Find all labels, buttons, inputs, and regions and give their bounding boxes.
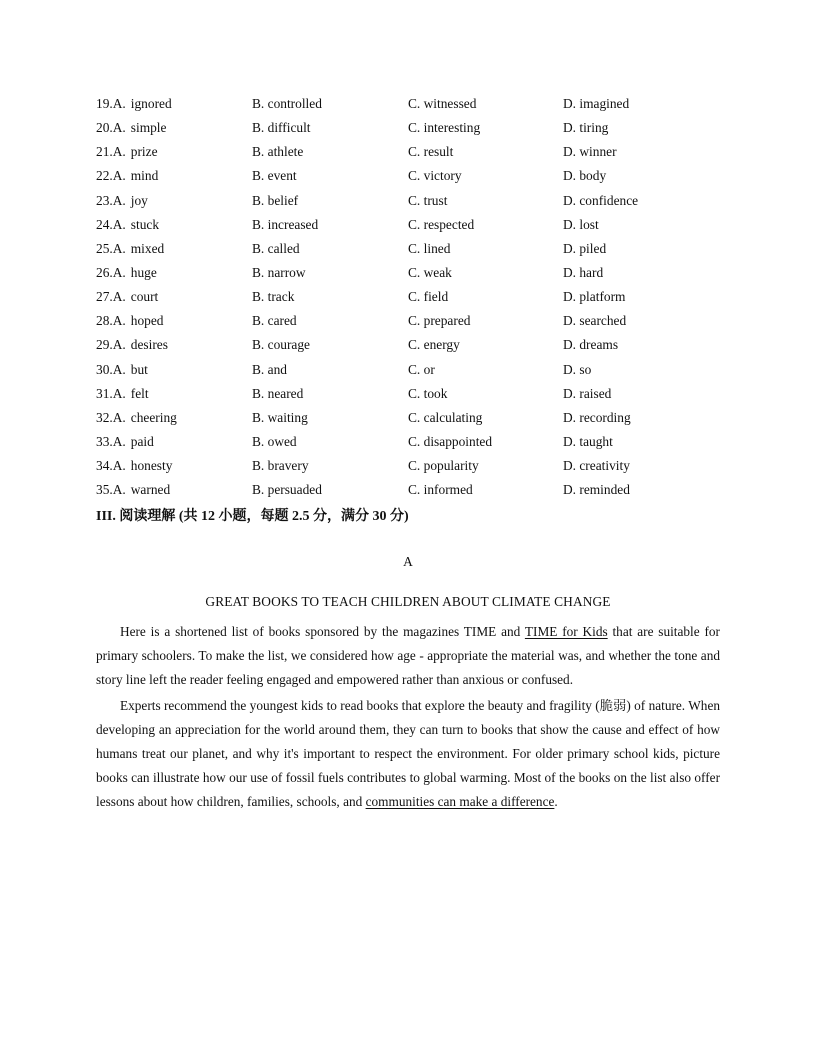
option-a bbox=[96, 384, 149, 404]
option-a-text: felt bbox=[130, 385, 149, 401]
underlined-phrase-time-for-kids: TIME for Kids bbox=[524, 624, 608, 639]
question-row bbox=[96, 311, 736, 335]
option-c: C. prepared bbox=[408, 313, 471, 329]
option-b: B. cared bbox=[252, 313, 297, 329]
option-a-text: warned bbox=[130, 482, 171, 498]
option-a-text: simple bbox=[130, 120, 167, 136]
option-c: C. respected bbox=[408, 216, 475, 232]
question-number: 20.A. bbox=[96, 120, 126, 136]
option-b: B. controlled bbox=[252, 96, 322, 111]
option-d: D. creativity bbox=[563, 458, 630, 474]
option-c: C. calculating bbox=[408, 409, 483, 425]
option-a-text: hoped bbox=[130, 313, 164, 329]
option-d: D. raised bbox=[563, 385, 612, 401]
option-c: C. informed bbox=[408, 482, 473, 498]
passage-label: A bbox=[403, 554, 413, 569]
option-a-text: cheering bbox=[130, 409, 177, 425]
section-heading: III. 阅读理解 (共 12 小题，每题 2.5 分，满分 30 分) bbox=[96, 509, 409, 524]
option-a bbox=[96, 287, 158, 307]
option-a-text: joy bbox=[130, 192, 148, 208]
paragraph-2-text-start: Experts recommend the youngest kids to read books that explore the beauty and fragility (脆弱) of nature. When developing an appreciation for the world around them, they can turn to books that show the cause and effect of how humans treat our planet, and why it's important to respect the environment. For older primary school kids, picture books can illustrate how our use of fossil fuels contributes to global warming. Most of the books on the list also offer lessons about how children, families, schools, and bbox=[96, 698, 720, 809]
option-a bbox=[96, 263, 157, 283]
option-a-text: court bbox=[130, 289, 159, 305]
option-d: D. dreams bbox=[563, 337, 619, 353]
question-number: 29.A. bbox=[96, 337, 126, 353]
question-number: 24.A. bbox=[96, 216, 126, 232]
passage-title: GREAT BOOKS TO TEACH CHILDREN ABOUT CLIMATE CHANGE bbox=[205, 594, 611, 609]
option-a-text: huge bbox=[130, 264, 157, 280]
question-row bbox=[96, 384, 736, 408]
option-a bbox=[96, 432, 154, 452]
question-row bbox=[96, 191, 736, 215]
option-d: D. piled bbox=[563, 240, 607, 256]
question-row bbox=[96, 408, 736, 432]
question-number: 34.A. bbox=[96, 458, 126, 474]
paragraph-1 bbox=[96, 620, 720, 692]
option-a bbox=[96, 480, 170, 500]
question-row bbox=[96, 94, 736, 118]
question-number: 22.A. bbox=[96, 168, 126, 184]
option-c: C. disappointed bbox=[408, 433, 493, 449]
option-c: C. result bbox=[408, 144, 454, 160]
underlined-phrase-make-a-difference: communities can make a difference bbox=[365, 794, 555, 809]
question-row bbox=[96, 432, 736, 456]
option-a bbox=[96, 335, 168, 355]
option-c: C. or bbox=[408, 361, 435, 377]
question-number: 32.A. bbox=[96, 409, 126, 425]
option-a bbox=[96, 191, 148, 211]
option-b: B. and bbox=[252, 361, 287, 377]
option-c: C. field bbox=[408, 289, 449, 305]
option-c: C. victory bbox=[408, 168, 462, 184]
option-d: D. platform bbox=[563, 289, 626, 305]
option-b: B. called bbox=[252, 240, 300, 256]
option-a bbox=[96, 456, 172, 476]
question-number: 19.A. bbox=[96, 96, 126, 111]
question-row bbox=[96, 215, 736, 239]
paragraph-2-text-end: . bbox=[554, 794, 558, 809]
question-row bbox=[96, 335, 736, 359]
option-b: B. waiting bbox=[252, 409, 308, 425]
option-b: B. narrow bbox=[252, 264, 306, 280]
option-c: C. energy bbox=[408, 337, 460, 353]
question-number: 21.A. bbox=[96, 144, 126, 160]
option-a-text: prize bbox=[130, 144, 158, 160]
question-number: 35.A. bbox=[96, 482, 126, 498]
option-b: B. bravery bbox=[252, 458, 309, 474]
option-b: B. difficult bbox=[252, 120, 311, 136]
question-row bbox=[96, 142, 736, 166]
option-a bbox=[96, 94, 172, 114]
option-c: C. witnessed bbox=[408, 96, 477, 111]
passage-body bbox=[96, 620, 720, 814]
option-a-text: mixed bbox=[130, 240, 165, 256]
option-a bbox=[96, 360, 148, 380]
option-a bbox=[96, 239, 164, 259]
option-a bbox=[96, 142, 158, 162]
option-c: C. popularity bbox=[408, 458, 479, 474]
option-b: B. increased bbox=[252, 216, 319, 232]
option-b: B. track bbox=[252, 289, 295, 305]
question-number: 27.A. bbox=[96, 289, 126, 305]
option-b: B. courage bbox=[252, 337, 311, 353]
option-c: C. interesting bbox=[408, 120, 481, 136]
option-a-text: ignored bbox=[130, 96, 172, 111]
question-number: 23.A. bbox=[96, 192, 126, 208]
option-c: C. trust bbox=[408, 192, 448, 208]
option-a-text: honesty bbox=[130, 458, 173, 474]
question-row bbox=[96, 239, 736, 263]
question-row bbox=[96, 166, 736, 190]
option-b: B. persuaded bbox=[252, 482, 322, 498]
option-b: B. athlete bbox=[252, 144, 304, 160]
option-a-text: desires bbox=[130, 337, 168, 353]
question-row bbox=[96, 360, 736, 384]
question-row bbox=[96, 480, 736, 504]
option-b: B. belief bbox=[252, 192, 299, 208]
option-a bbox=[96, 215, 159, 235]
option-d: D. reminded bbox=[563, 482, 630, 498]
option-d: D. winner bbox=[563, 144, 617, 160]
question-number: 31.A. bbox=[96, 385, 126, 401]
multiple-choice-options bbox=[96, 94, 736, 504]
question-number: 28.A. bbox=[96, 313, 126, 329]
option-c: C. weak bbox=[408, 264, 452, 280]
option-d: D. recording bbox=[563, 409, 631, 425]
paragraph-2 bbox=[96, 694, 720, 814]
option-a bbox=[96, 311, 164, 331]
option-a-text: stuck bbox=[130, 216, 160, 232]
option-a bbox=[96, 118, 166, 138]
paragraph-1-text-end: that are suitable for primary schoolers. To make the list, we considered how age - appropriate the material was, and whether the tone and story line left the reader feeling engaged and empowered rather than anxious or confused. bbox=[96, 624, 720, 687]
option-c: C. lined bbox=[408, 240, 451, 256]
question-row bbox=[96, 287, 736, 311]
question-number: 25.A. bbox=[96, 240, 126, 256]
option-a-text: mind bbox=[130, 168, 159, 184]
option-d: D. taught bbox=[563, 433, 613, 449]
option-b: B. owed bbox=[252, 433, 297, 449]
option-a-text: but bbox=[130, 361, 148, 377]
question-number: 33.A. bbox=[96, 433, 126, 449]
question-number: 26.A. bbox=[96, 264, 126, 280]
option-d: D. hard bbox=[563, 264, 604, 280]
option-b: B. neared bbox=[252, 385, 304, 401]
question-row bbox=[96, 118, 736, 142]
option-b: B. event bbox=[252, 168, 297, 184]
option-d: D. tiring bbox=[563, 120, 609, 136]
question-number: 30.A. bbox=[96, 361, 126, 377]
option-d: D. so bbox=[563, 361, 592, 377]
question-row bbox=[96, 263, 736, 287]
option-d: D. imagined bbox=[563, 96, 630, 111]
option-d: D. searched bbox=[563, 313, 627, 329]
option-a bbox=[96, 166, 158, 186]
option-d: D. lost bbox=[563, 216, 599, 232]
question-row bbox=[96, 456, 736, 480]
option-c: C. took bbox=[408, 385, 448, 401]
option-a bbox=[96, 408, 177, 428]
option-d: D. confidence bbox=[563, 192, 639, 208]
paragraph-1-text-start: Here is a shortened list of books sponsored by the magazines TIME and bbox=[120, 624, 525, 639]
option-a-text: paid bbox=[130, 433, 154, 449]
option-d: D. body bbox=[563, 168, 607, 184]
